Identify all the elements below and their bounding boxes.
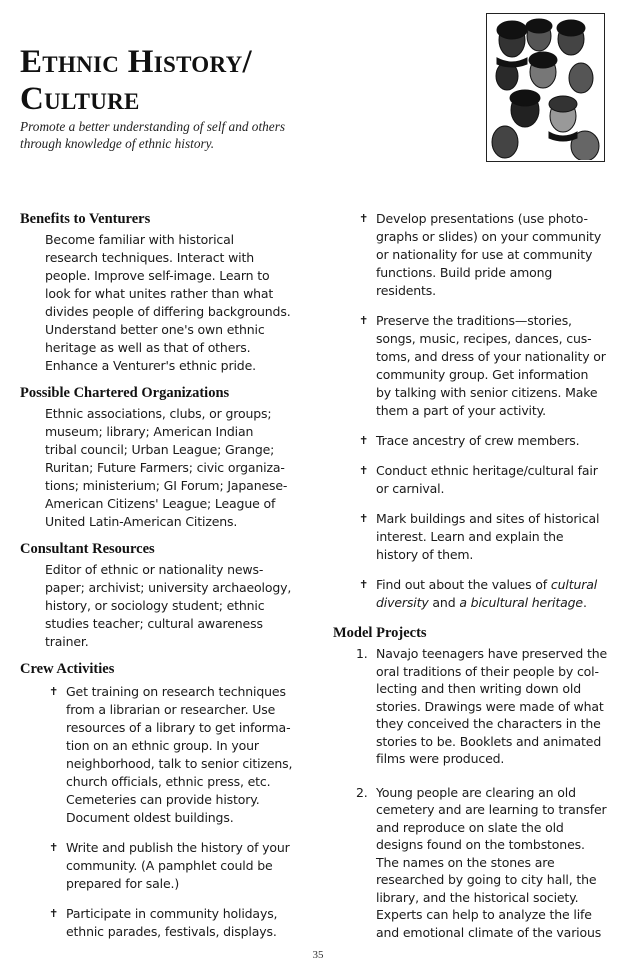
text-line: cemetery and are learning to transfer [376, 802, 607, 817]
text-line: United Latin-American Citizens. [45, 514, 238, 529]
text-line: Experts can help to analyze the life [376, 907, 592, 922]
list-item [356, 645, 625, 768]
text-line: residents. [376, 283, 436, 298]
crew-activities-heading: Crew Activities [20, 661, 115, 677]
text-line: designs found on the tombstones. [376, 837, 585, 852]
cross-bullet-icon: ✝ [359, 212, 369, 225]
text-line: they conceived the characters in the [376, 716, 601, 731]
text-line: research techniques. Interact with [45, 250, 255, 265]
text-line: heritage as well as that of others. [45, 340, 251, 355]
text-line: or nationality for use at community [376, 247, 593, 262]
text-line: Navajo teenagers have preserved the [376, 646, 608, 661]
text-line: Young people are clearing an old [376, 784, 576, 800]
item-number: 1. [356, 646, 368, 661]
text-line: Ethnic associations, clubs, or groups; [45, 406, 272, 421]
text-line: community. (A pamphlet could be [66, 858, 273, 873]
cross-bullet-icon: ✝ [359, 512, 369, 525]
emphasis-text: cultural [550, 577, 598, 592]
left-column [20, 210, 305, 953]
text-line: Preserve the traditions—stories, [376, 313, 572, 328]
emphasis-text: diversity [376, 595, 429, 610]
text-line: stories to be. Booklets and animated [376, 733, 602, 749]
text-line: church officials, ethnic press, etc. [66, 774, 271, 789]
text-line: Trace ancestry of crew members. [376, 433, 580, 448]
text-line: Editor of ethnic or nationality news- [45, 562, 264, 577]
text-line: people. Improve self-image. Learn to [45, 268, 270, 283]
organizations-heading: Possible Chartered Organizations [20, 385, 230, 401]
text-line: Enhance a Venturer's ethnic pride. [45, 358, 256, 373]
text-line: museum; library; American Indian [45, 424, 254, 439]
text-line: Cemeteries can provide history. [66, 792, 260, 807]
text-line: community group. Get information [376, 367, 589, 382]
text-line: history, or sociology student; ethnic [45, 598, 265, 613]
list-item [356, 432, 625, 450]
text-line: library, and the historical society. [376, 889, 579, 905]
text-line: neighborhood, talk to senior citizens, [66, 756, 293, 771]
text-line: Get training on research techniques [66, 684, 286, 699]
text-line: interest. Learn and explain the [376, 529, 564, 544]
cross-bullet-icon: ✝ [49, 907, 59, 920]
text-line: trainer. [45, 634, 89, 649]
text-line: history of them. [376, 547, 474, 562]
list-item [356, 312, 625, 420]
text-fragment: and [432, 595, 456, 610]
text-line: Find out about the values of [376, 577, 548, 592]
model-projects-heading: Model Projects [333, 625, 427, 641]
page-number: 35 [312, 949, 324, 961]
title-line-2: Culture [20, 81, 140, 117]
consultants-text [45, 561, 305, 651]
consultants-heading: Consultant Resources [20, 541, 155, 557]
cross-bullet-icon: ✝ [359, 434, 369, 447]
text-line: them a part of your activity. [376, 403, 546, 418]
crew-activities-list-right [333, 210, 625, 612]
text-line: films were produced. [376, 751, 505, 766]
portrait-collage-image [486, 13, 605, 162]
text-line: songs, music, recipes, dances, cus- [376, 331, 592, 346]
page-subtitle [20, 118, 320, 152]
cross-bullet-icon: ✝ [49, 685, 59, 698]
list-item [356, 576, 625, 612]
text-line: toms, and dress of your nationality or [376, 349, 606, 364]
text-line: tribal council; Urban League; Grange; [45, 442, 275, 457]
text-fragment: . [582, 595, 587, 610]
text-line: and emotional climate of the various [376, 924, 602, 940]
list-item [356, 784, 625, 942]
text-line: tion on an ethnic group. In your [66, 738, 259, 753]
text-line: graphs or slides) on your community [376, 229, 602, 244]
cross-bullet-icon: ✝ [359, 578, 369, 591]
text-line: The names on the stones are [376, 854, 555, 870]
text-line: or carnival. [376, 481, 445, 496]
text-line: functions. Build pride among [376, 265, 553, 280]
cross-bullet-icon: ✝ [359, 464, 369, 477]
title-line-1: Ethnic History/ [20, 44, 252, 80]
item-number: 2. [356, 784, 368, 800]
text-line: American Citizens' League; League of [45, 496, 276, 511]
text-line: and reproduce on slate the old [376, 819, 564, 835]
benefits-text [45, 231, 305, 375]
text-line: Document oldest buildings. [66, 810, 234, 825]
text-line: studies teacher; cultural awareness [45, 616, 263, 631]
text-line: prepared for sale.) [66, 876, 180, 891]
subtitle-line-1: Promote a better understanding of self and others [20, 119, 286, 134]
text-line: divides people of differing backgrounds. [45, 304, 291, 319]
benefits-heading: Benefits to Venturers [20, 211, 151, 227]
text-line: ethnic parades, festivals, displays. [66, 924, 277, 939]
cross-bullet-icon: ✝ [49, 841, 59, 854]
text-line: look for what unites rather than what [45, 286, 274, 301]
right-column [333, 210, 625, 957]
text-line: Ruritan; Future Farmers; civic organiza- [45, 460, 285, 475]
list-item [356, 210, 625, 300]
list-item [46, 839, 305, 893]
text-line: researched by going to city hall, the [376, 872, 597, 887]
text-line: Write and publish the history of your [66, 840, 290, 855]
emphasis-text: a bicultural heritage [459, 595, 583, 610]
text-line: by talking with senior citizens. Make [376, 385, 598, 400]
subtitle-line-2: through knowledge of ethnic history. [20, 136, 215, 151]
text-line: stories. Drawings were made of what [376, 698, 604, 714]
text-line: Participate in community holidays, [66, 906, 278, 921]
cross-bullet-icon: ✝ [359, 314, 369, 327]
text-line: tions; ministerium; GI Forum; Japanese- [45, 478, 288, 493]
text-line: paper; archivist; university archaeology, [45, 580, 292, 595]
list-item [46, 905, 305, 941]
text-line: lecting and then writing down old [376, 681, 581, 696]
text-line: Mark buildings and sites of historical [376, 511, 600, 526]
text-line: from a librarian or researcher. Use [66, 702, 276, 717]
text-line: Conduct ethnic heritage/cultural fair [376, 463, 598, 478]
list-item [356, 462, 625, 498]
text-line: resources of a library to get informa- [66, 720, 291, 735]
faces-illustration [487, 14, 603, 160]
text-line: Develop presentations (use photo- [376, 211, 588, 226]
model-projects-list [333, 645, 625, 941]
text-line: oral traditions of their people by col- [376, 663, 599, 679]
text-line: Become familiar with historical [45, 232, 234, 247]
page-title [20, 44, 460, 118]
organizations-text [45, 405, 305, 531]
list-item [356, 510, 625, 564]
crew-activities-list-left [20, 683, 305, 941]
text-line: Understand better one's own ethnic [45, 322, 265, 337]
list-item [46, 683, 305, 827]
